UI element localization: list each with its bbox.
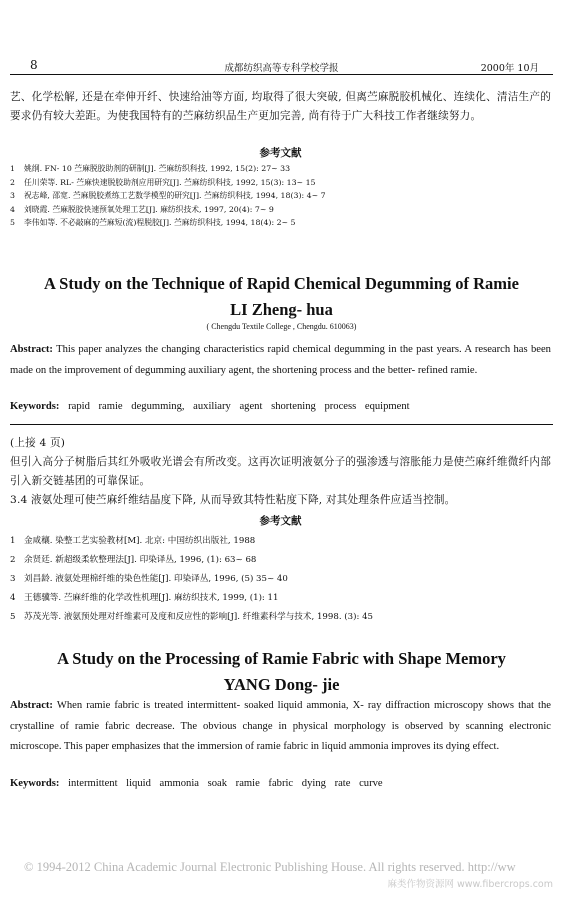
article-1-keywords <box>10 401 551 412</box>
reference-item: 2 余贤廷. 新超级柔软整理法[J]. 印染译丛, 1996, (1): 63~ 68 <box>10 555 257 565</box>
journal-name: 成都纺织高等专科学校学报 <box>224 63 339 74</box>
keywords-text: intermittent liquid ammonia soak ramie fabric dying rate curve <box>68 778 383 789</box>
reference-item: 4 刘晓霞. 苎麻脱胶快速预氧处理工艺[J]. 麻纺织技术, 1997, 20(4): 7~ 9 <box>10 204 274 214</box>
copyright-footer: © 1994-2012 China Academic Journal Electronic Publishing House. All rights reserved. http://ww <box>24 860 516 874</box>
reference-item: 1 姚纲. FN- 10 苎麻脱胶助剂的研制[J]. 苎麻纺织科技, 1992, 15(2): 27~ 33 <box>10 164 291 173</box>
issue-date: 2000年 10月 <box>480 63 539 74</box>
abstract-label: Abstract: <box>10 344 53 355</box>
article-1-affiliation: ( Chengdu Textile College , Chengdu. 610063) <box>206 322 357 331</box>
article-1-title: A Study on the Technique of Rapid Chemical Degumming of Ramie <box>44 274 519 293</box>
reference-item: 2 任川荣等. RL- 苎麻快速脱胶助剂应用研究[J]. 苎麻纺织科技, 1992, 15(3): 13~ 15 <box>10 177 316 187</box>
page-number: 8 <box>30 58 38 72</box>
reference-item: 5 苏茂光等. 液氨预处理对纤维素可及度和反应性的影响[J]. 纤维素科学与技术, 1998. (3): 45 <box>10 612 374 622</box>
continued-section <box>10 434 551 510</box>
article-1-abstract <box>10 340 551 381</box>
reference-item: 3 刘昌龄. 液氨处理棉纤维的染色性能[J]. 印染译丛, 1996, (5) 35~ 40 <box>10 574 288 584</box>
reference-section-1 <box>10 145 551 230</box>
article-2-keywords <box>10 778 551 789</box>
reference-heading: 参考文献 <box>259 515 302 527</box>
continued-label: (上接 4 页) <box>10 437 66 449</box>
abstract-label: Abstract: <box>10 700 53 711</box>
article-2-title: A Study on the Processing of Ramie Fabric with Shape Memory <box>57 649 506 668</box>
continued-item: 3.4 液氨处理可使苎麻纤维结晶度下降, 从而导致其特性粘度下降, 对其处理条件应适当控制。 <box>10 494 456 506</box>
reference-item: 4 王德骥等. 苎麻纤维的化学改性机理[J]. 麻纺织技术, 1999, (1): 11 <box>10 593 279 603</box>
body-text-top: 艺、化学松解, 还是在牵伸开纤、快速给油等方面, 均取得了很大突破, 但离苎麻脱胶机械化、连续化、清洁生产的要求仍有较大差距。为使我国特有的苎麻纺织品生产更加完善, 尚有待于广大科技工作者继续努力。 <box>10 91 551 122</box>
running-header <box>10 58 553 75</box>
reference-item: 3 祝志峰, 邵宽. 苎麻脱胶煮练工艺数学模型的研究[J]. 苎麻纺织科技, 1994, 18(3): 4~ 7 <box>10 191 326 201</box>
abstract-text: This paper analyzes the changing characteristics rapid chemical degumming in the past years. A research has been made on the improvement of degumming auxiliary agent, the shortening process and the better- refined ramie. <box>10 344 551 376</box>
reference-heading: 参考文献 <box>259 147 302 159</box>
reference-item: 5 李伟如等. 不必敲麻的苎麻短(流)程脱胶[J]. 苎麻纺织科技, 1994, 18(4): 2~ 5 <box>10 218 296 228</box>
reference-list <box>10 162 551 230</box>
site-watermark: 麻类作物资源网 www.fibercrops.com <box>387 879 553 890</box>
continued-text: 但引入高分子树脂后其红外吸收光谱会有所改变。这再次证明液氨分子的强渗透与溶胀能力是使苎麻纤维微纤内部引入新交链基团的可靠保证。 <box>10 456 551 487</box>
article-1-author: LI Zheng- hua <box>230 300 333 319</box>
article-2-abstract <box>10 696 551 758</box>
reference-list <box>10 532 551 627</box>
keywords-label: Keywords: <box>10 778 60 789</box>
keywords-label: Keywords: <box>10 401 60 412</box>
abstract-text: When ramie fabric is treated intermittent- soaked liquid ammonia, X- ray diffraction microscopy shows that the crystalline of ramie fabric decrease. The obvious change in physical morphology is observed by scanning electronic microscope. This paper emphasizes that the immersion of ramie fabric in liquid ammonia improves its dying effect. <box>10 700 551 752</box>
reference-item: 1 金咸穰. 染整工艺实验教材[M]. 北京: 中国纺织出版社, 1988 <box>10 536 256 546</box>
keywords-text: rapid ramie degumming, auxiliary agent shortening process equipment <box>68 401 410 412</box>
reference-section-2 <box>10 513 551 627</box>
article-2-author: YANG Dong- jie <box>223 675 340 694</box>
section-divider <box>10 424 553 425</box>
